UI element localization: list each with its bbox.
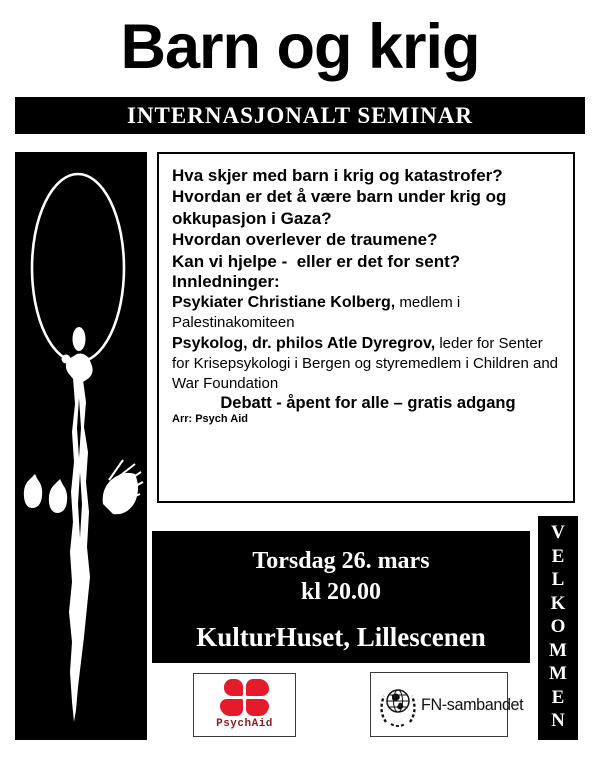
psychaid-mark-piece [246,699,269,716]
poster-title: Barn og krig [120,12,480,82]
welcome-letter: L [551,569,565,590]
fn-sambandet-logo [370,672,524,737]
speaker-2-name: Psykolog, dr. philos Atle Dyregrov, [172,334,436,352]
speakers-heading: Innledninger: [172,272,280,292]
welcome-letter: E [551,545,565,567]
un-emblem-icon [378,682,418,728]
info-box [157,152,575,503]
welcome-letter: M [549,639,567,661]
psychaid-mark-piece [246,679,269,696]
welcome-letter: K [550,592,566,614]
question-4: Kan vi hjelpe - eller er det for sent? [172,251,461,271]
psychaid-logo-label: PsychAid [216,718,273,730]
fn-sambandet-label: FN-sambandet [421,694,524,714]
question-1: Hva skjer med barn i krig og katastrofer? [172,166,503,185]
speaker-2-desc: leder for Senter for Krisepsykologi i Bergen og styremedlem i Children and War Foundation [172,334,559,392]
question-3: Hvordan overlever de traumene? [172,230,438,250]
seminar-banner [15,97,585,134]
question-2: Hvordan er det å være barn under krig og okkupasjon i Gaza? [172,187,512,228]
welcome-letter: N [551,710,565,731]
event-box [152,531,530,663]
speaker-1 [172,292,564,333]
event-date: Torsdag 26. mars [252,548,430,574]
event-time: kl 20.00 [300,578,381,605]
welcome-letter: E [551,686,565,708]
psychaid-mark-icon [220,679,269,716]
seminar-banner-label: INTERNASJONALT SEMINAR [127,103,473,128]
psychaid-logo [193,673,296,737]
welcome-letter: V [551,522,565,543]
speaker-1-desc: medlem i Palestinakomiteen [172,294,461,332]
welcome-strip [538,516,578,740]
figure-holding-ring-icon [15,152,147,740]
artwork-panel [15,152,147,740]
event-venue: KulturHuset, Lillescenen [196,622,486,653]
speaker-1-name: Psykiater Christiane Kolberg, [172,294,396,312]
welcome-letter: M [549,663,567,684]
speaker-2 [172,333,564,394]
debate-note: Debatt - åpent for alle – gratis adgang [220,393,516,412]
organizer-note: Arr: Psych Aid [172,412,249,425]
psychaid-mark-piece [220,699,243,716]
psychaid-mark-piece [224,679,243,696]
welcome-letter: O [550,616,566,637]
